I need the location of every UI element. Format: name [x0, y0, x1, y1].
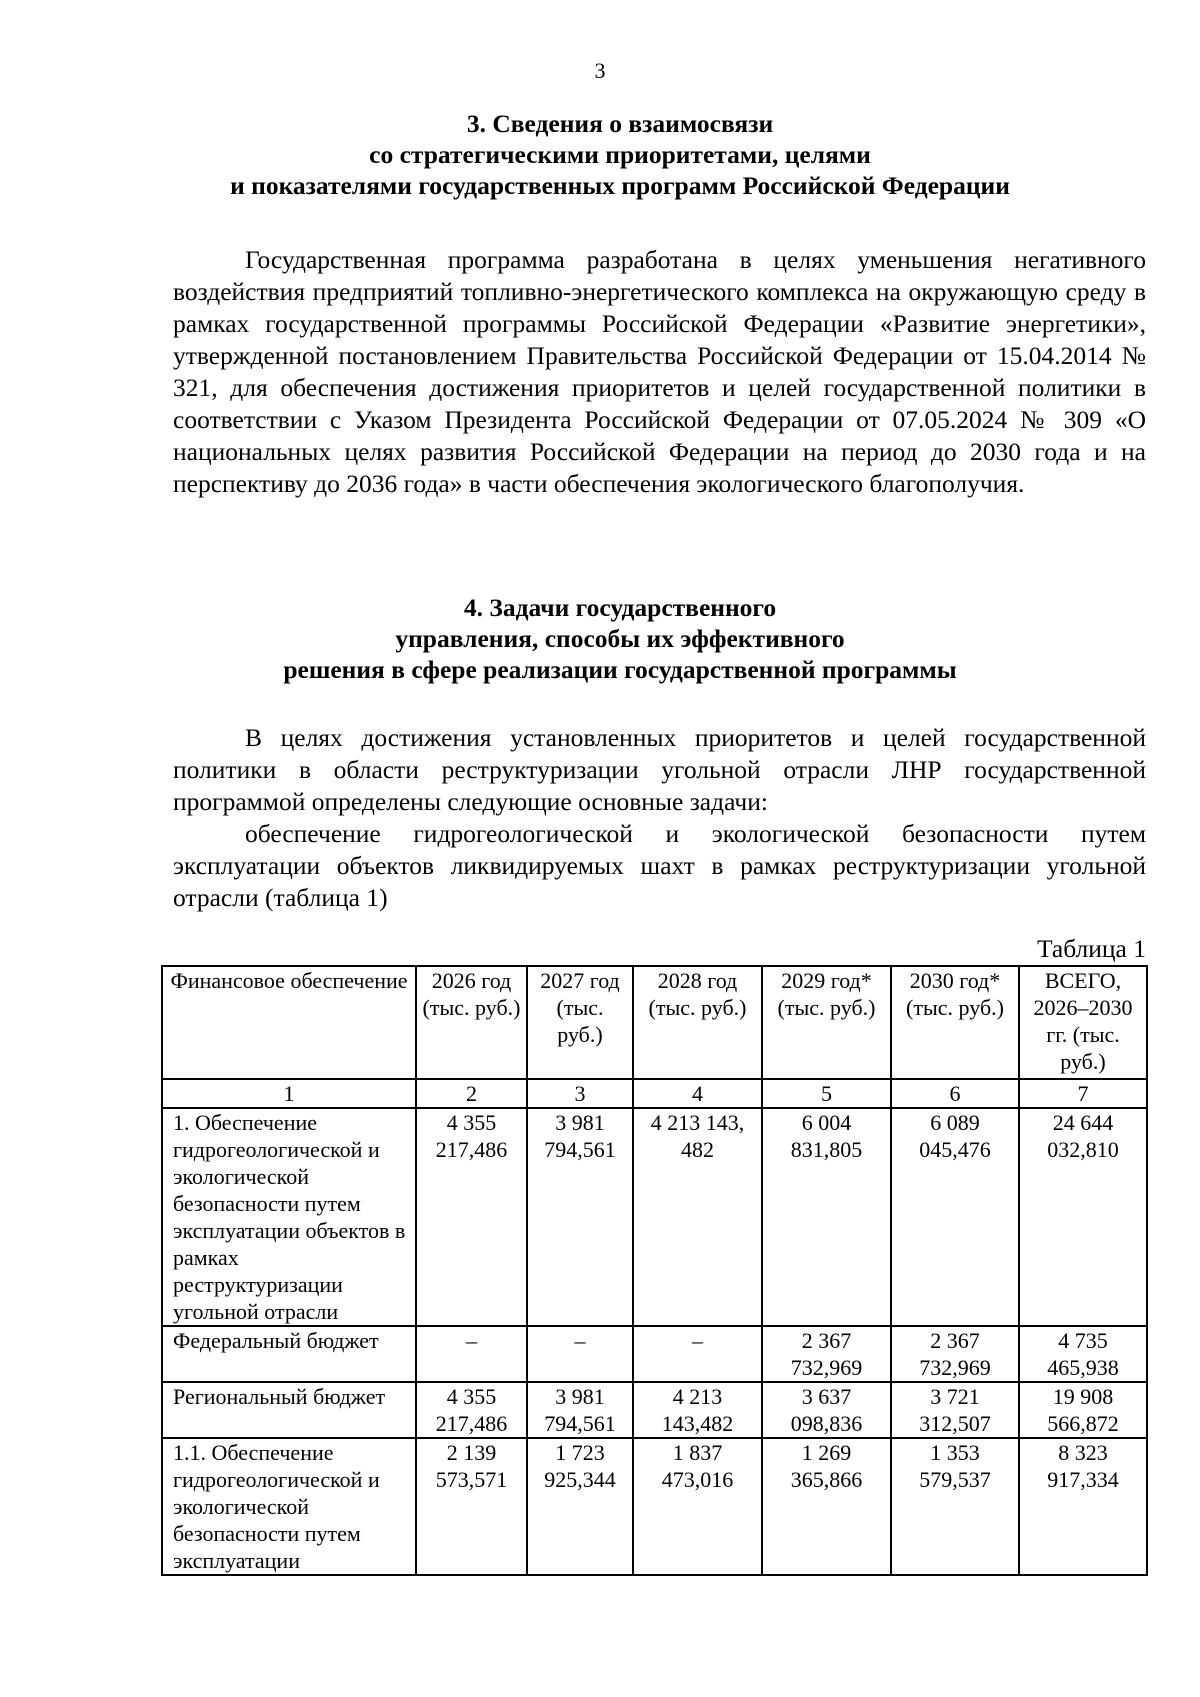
table-cell: – [416, 1326, 527, 1382]
heading-line: решения в сфере реализации государственной программы [283, 655, 957, 684]
table-row [162, 1108, 1147, 1326]
row-label: 1.1. Обеспечение гидрогеологической и экологической безопасности путем эксплуатации [162, 1438, 416, 1575]
table-cell: 19 908 566,872 [1019, 1382, 1147, 1438]
table-header-row [162, 966, 1147, 1079]
column-number: 3 [527, 1079, 633, 1108]
column-header: 2030 год* (тыс. руб.) [891, 966, 1019, 1079]
column-header: ВСЕГО, 2026–2030 гг. (тыс. руб.) [1019, 966, 1147, 1079]
table-cell: 4 213 143,482 [633, 1382, 762, 1438]
table-cell: 2 367 732,969 [891, 1326, 1019, 1382]
table-cell: 3 981 794,561 [527, 1382, 633, 1438]
heading-line: 4. Задачи государственного [463, 593, 777, 622]
section-4-paragraph-1: В целях достижения установленных приоритетов и целей государственной политики в области реструктуризации угольной отрасли ЛНР государственной программой определены следующие основные задачи: [173, 723, 1146, 816]
table-cell: 1 269 365,866 [762, 1438, 891, 1575]
table-caption: Таблица 1 [1036, 934, 1146, 963]
table-cell: 1 723 925,344 [527, 1438, 633, 1575]
section-4-heading [160, 592, 1080, 685]
table-cell: 2 139 573,571 [416, 1438, 527, 1575]
heading-line: со стратегическими приоритетами, целями [369, 140, 871, 169]
table-cell: 6 089 045,476 [891, 1108, 1019, 1326]
table-cell: 1 837 473,016 [633, 1438, 762, 1575]
financing-table [161, 965, 1148, 1576]
column-number: 4 [633, 1079, 762, 1108]
table-row [162, 1382, 1147, 1438]
column-header: 2026 год (тыс. руб.) [416, 966, 527, 1079]
column-number: 7 [1019, 1079, 1147, 1108]
table-cell: 3 721 312,507 [891, 1382, 1019, 1438]
row-label: 1. Обеспечение гидрогеологической и экологической безопасности путем эксплуатации объектов в рамках реструктуризации угольной отрасли [162, 1108, 416, 1326]
column-header: 2028 год (тыс. руб.) [633, 966, 762, 1079]
section-4-paragraph-2: обеспечение гидрогеологической и экологической безопасности путем эксплуатации объектов ликвидируемых шахт в рамках реструктуризации угольной отрасли (таблица 1) [173, 819, 1146, 912]
column-number: 5 [762, 1079, 891, 1108]
table-cell: 1 353 579,537 [891, 1438, 1019, 1575]
table-cell: 4 355 217,486 [416, 1108, 527, 1326]
table-cell: 2 367 732,969 [762, 1326, 891, 1382]
heading-line: управления, способы их эффективного [395, 624, 845, 653]
row-label: Федеральный бюджет [162, 1326, 416, 1382]
column-header: 2029 год* (тыс. руб.) [762, 966, 891, 1079]
column-number: 2 [416, 1079, 527, 1108]
column-number: 6 [891, 1079, 1019, 1108]
column-header: Финансовое обеспечение [162, 966, 416, 1079]
row-label: Региональный бюджет [162, 1382, 416, 1438]
table-cell: – [527, 1326, 633, 1382]
column-number: 1 [162, 1079, 416, 1108]
section-3-paragraph: Государственная программа разработана в целях уменьшения негативного воздействия предприятий топливно-энергетического комплекса на окружающую среду в рамках государственной программы Российской Федерации «Развитие энергетики», утвержденной постановлением Правительства Российской Федерации от 15.04.2014 № 321, для обеспечения достижения приоритетов и целей государственной политики в соответствии с Указом Президента Российской Федерации от 07.05.2024 № 309 «О национальных целях развития Российской Федерации на период до 2030 года и на перспективу до 2036 года» в части обеспечения экологического благополучия. [173, 245, 1146, 498]
table-cell: – [633, 1326, 762, 1382]
column-header: 2027 год (тыс. руб.) [527, 966, 633, 1079]
table-row [162, 1326, 1147, 1382]
heading-line: и показателями государственных программ Российской Федерации [230, 171, 1010, 200]
page-number: 3 [594, 58, 606, 83]
table-cell: 4 735 465,938 [1019, 1326, 1147, 1382]
table-cell: 6 004 831,805 [762, 1108, 891, 1326]
column-number-row [162, 1079, 1147, 1108]
section-3-heading [160, 108, 1080, 201]
table-cell: 3 637 098,836 [762, 1382, 891, 1438]
table-cell: 24 644 032,810 [1019, 1108, 1147, 1326]
table-cell: 4 355 217,486 [416, 1382, 527, 1438]
table-row [162, 1438, 1147, 1575]
table-cell: 3 981 794,561 [527, 1108, 633, 1326]
heading-line: 3. Сведения о взаимосвязи [466, 109, 774, 138]
table-cell: 8 323 917,334 [1019, 1438, 1147, 1575]
table-cell: 4 213 143, 482 [633, 1108, 762, 1326]
